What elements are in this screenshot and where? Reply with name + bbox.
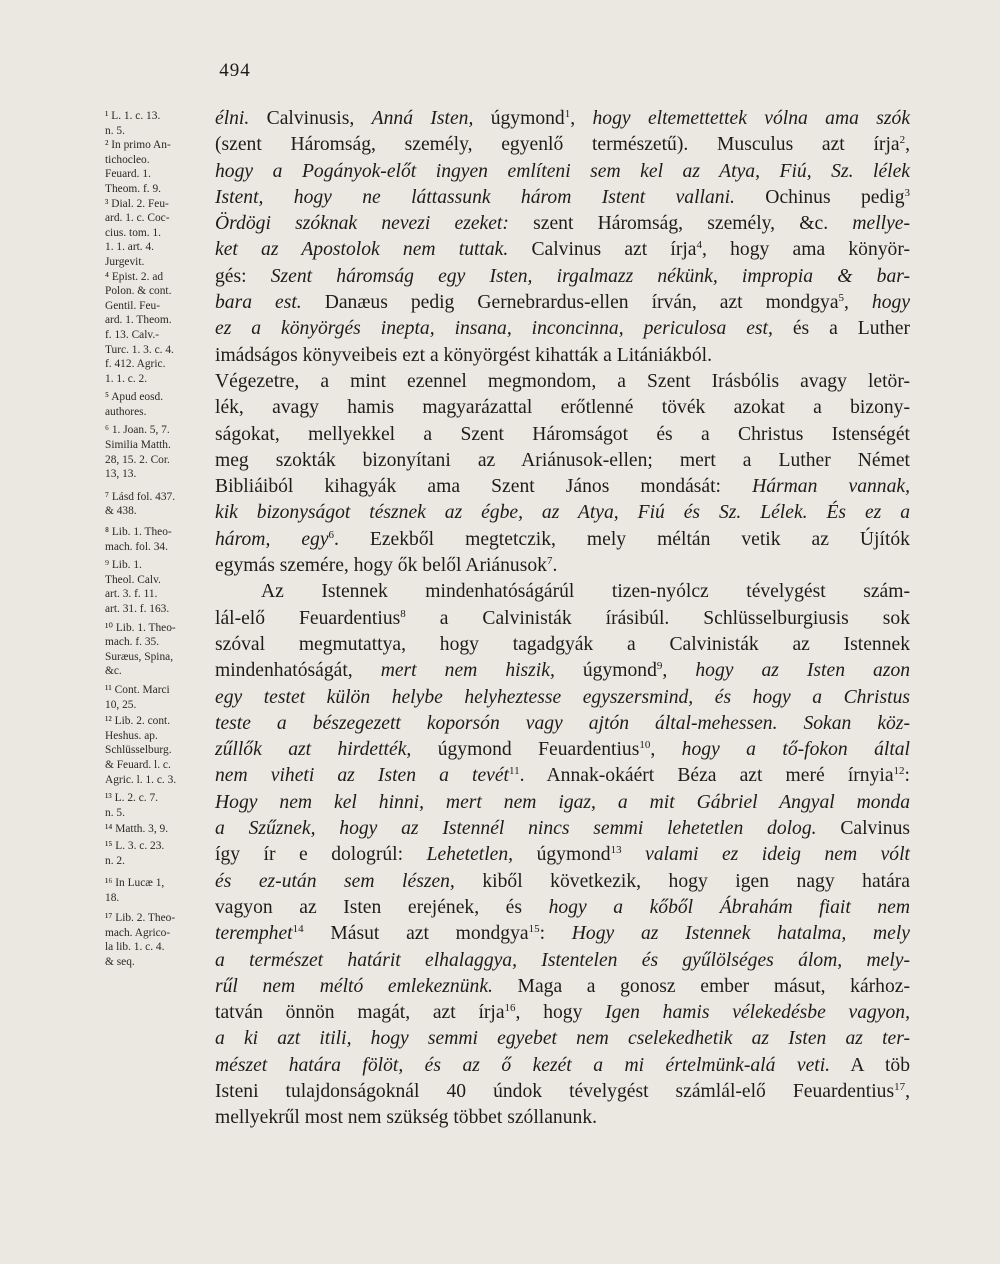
text-line bbox=[215, 895, 910, 921]
margin-note: ¹⁷ Lib. 2. Theo- mach. Agrico- la lib. 1. c. 4. & seq. bbox=[105, 912, 176, 969]
text-run: , bbox=[570, 108, 593, 129]
margin-note: ² In primo An- tichocleo. Feuard. 1. Theom. f. 9. bbox=[105, 139, 171, 195]
italic-text: Hárman vannak, bbox=[752, 476, 910, 498]
text-run: : bbox=[539, 923, 572, 945]
text-run: , hogy ama könyör- bbox=[702, 239, 911, 261]
footnote-marker: 7 bbox=[546, 555, 553, 568]
text-run: Bibliáiból kihagyák ama Szent János mondását: bbox=[215, 476, 753, 498]
text-line bbox=[215, 474, 910, 500]
text-run: mindenhatóságát, bbox=[215, 660, 381, 682]
text-line bbox=[215, 1000, 910, 1026]
text-run: és a Luther bbox=[772, 318, 910, 340]
italic-text: teste a bészegezett koporsón vagy ajtón által-mehessen. Sokan köz- bbox=[215, 712, 910, 734]
text-line bbox=[215, 737, 910, 763]
text-run: Calvinus bbox=[816, 818, 910, 840]
margin-note: ⁵ Apud eosd. authores. bbox=[105, 391, 164, 418]
text-run: Végezetre, a mint ezennel megmondom, a Szent Irásbólis avagy letör- bbox=[215, 370, 910, 392]
text-run: kiből következik, hogy igen nagy határa bbox=[454, 870, 910, 892]
text-run: lál-elő Feuardentius bbox=[215, 607, 401, 629]
text-run: , bbox=[905, 1080, 910, 1102]
italic-text: zűllők azt hirdették, bbox=[215, 739, 412, 761]
text-run: , bbox=[662, 660, 696, 682]
text-run: gés: bbox=[215, 265, 271, 287]
text-line bbox=[215, 159, 910, 185]
italic-text: mert nem hiszik, bbox=[380, 660, 555, 682]
text-run: ságokat, mellyekkel a Szent Háromságot és a Christus Istenségét bbox=[215, 423, 910, 445]
text-run: úgymond bbox=[513, 844, 611, 866]
text-run: (szent Háromság, személy, egyenlő természetű). Musculus azt írja bbox=[215, 134, 900, 156]
text-run: Calvinusis, bbox=[249, 108, 372, 129]
footnote-marker: 2 bbox=[899, 134, 906, 147]
text-run: lék, avagy hamis magyarázattal erőtlenné tövék azokat a bizony- bbox=[215, 397, 910, 419]
text-run: , bbox=[844, 292, 872, 314]
text-run: Isteni tulajdonságoknál 40 úndok tévelygést számlál-elő Feuardentius bbox=[215, 1080, 895, 1102]
footnote-marker: 10 bbox=[639, 739, 651, 752]
text-line bbox=[215, 632, 910, 658]
italic-text: a ki azt itili, hogy semmi egyebet nem cselekedhetik az Isten az ter- bbox=[215, 1028, 910, 1050]
italic-text: mellye- bbox=[852, 213, 910, 235]
text-line bbox=[215, 842, 910, 868]
italic-text: hogy eltemettettek vólna ama szók bbox=[592, 108, 911, 129]
italic-text: a természet határit elhalaggya, Istentelen és gyűlölséges álom, mely- bbox=[215, 949, 910, 971]
text-run: imádságos könyveibeis ezt a könyörgést kihatták a Litániákból. bbox=[215, 344, 712, 366]
text-line bbox=[215, 211, 910, 237]
footnote-marker: 14 bbox=[292, 923, 304, 936]
text-line bbox=[215, 264, 910, 290]
margin-note: ¹³ L. 2. c. 7. n. 5. bbox=[105, 792, 159, 819]
text-run: Calvinus azt írja bbox=[508, 239, 697, 261]
footnote-marker: 4 bbox=[696, 239, 703, 252]
footnote-marker: 1 bbox=[564, 108, 571, 120]
italic-text: valami ez ideig nem vólt bbox=[645, 844, 910, 866]
main-text bbox=[215, 106, 910, 1132]
footnote-marker: 8 bbox=[400, 607, 406, 620]
italic-text: kik bizonyságot tésznek az égbe, az Atya, Fiú és Sz. Lélek. És ez a bbox=[215, 502, 910, 524]
italic-text: bara est. bbox=[215, 292, 302, 314]
text-line bbox=[215, 658, 910, 684]
margin-note: ¹¹ Cont. Marci 10, 25. bbox=[105, 683, 170, 711]
italic-text: Igen hamis vélekedésbe vagyon, bbox=[605, 1002, 910, 1024]
text-line bbox=[215, 290, 910, 316]
italic-text: rűl nem méltó emlekeznünk. bbox=[215, 975, 493, 997]
margin-note: ⁹ Lib. 1. Theol. Calv. art. 3. f. 11. art. 31. f. 163. bbox=[105, 559, 170, 615]
text-run: , bbox=[650, 739, 682, 761]
footnote-marker: 12 bbox=[893, 765, 905, 778]
italic-text: hogy a tő-fokon által bbox=[681, 739, 911, 761]
text-run bbox=[622, 844, 646, 865]
margin-note: ³ Dial. 2. Feu- ard. 1. c. Coc- cius. tom. 1. 1. 1. art. 4. Jurgevit. bbox=[105, 197, 170, 268]
footnote-marker: 13 bbox=[610, 844, 622, 857]
text-line bbox=[215, 527, 910, 553]
text-run: Ochinus pedig bbox=[734, 186, 905, 208]
italic-text: Ördögi szóknak nevezi ezeket: bbox=[215, 213, 509, 235]
margin-note: ¹² Lib. 2. cont. Heshus. ap. Schlüsselburg. & Feuard. l. c. Agric. l. 1. c. 3. bbox=[105, 715, 177, 786]
text-run: . Ezekből megtetczik, mely méltán vetik az Újítók bbox=[334, 528, 910, 550]
text-run: : bbox=[904, 765, 910, 787]
text-line bbox=[215, 1079, 910, 1105]
footnote-marker: 6 bbox=[328, 528, 335, 541]
text-line bbox=[215, 369, 910, 395]
italic-text: élni. bbox=[215, 108, 250, 129]
text-run: Az Istennek mindenhatóságárúl tizen-nyólcz tévelygést szám- bbox=[261, 581, 910, 603]
margin-note: ⁸ Lib. 1. Theo- mach. fol. 34. bbox=[105, 526, 172, 553]
text-line bbox=[215, 343, 910, 369]
text-run: így ír e dologrúl: bbox=[215, 844, 427, 866]
text-run: Másut azt mondgya bbox=[303, 923, 529, 945]
text-line bbox=[215, 185, 910, 211]
italic-text: mészet határa fölöt, és az ő kezét a mi értelmünk-alá veti. bbox=[215, 1054, 831, 1076]
text-line bbox=[215, 869, 910, 895]
italic-text: ez a könyörgés inepta, insana, inconcinna, periculosa est, bbox=[215, 318, 773, 340]
text-run: szóval megmutattya, hogy tagadgyák a Calvinisták az Istennek bbox=[215, 633, 910, 655]
italic-text: hogy a kőből Ábrahám fiait nem bbox=[548, 896, 910, 918]
text-run: . Annak-okáért Béza azt meré írnyia bbox=[519, 765, 894, 787]
italic-text: hogy az Isten azon bbox=[695, 660, 911, 682]
text-line bbox=[215, 316, 910, 342]
text-run: a Calvinisták írásibúl. Schlüsselburgiusis sok bbox=[405, 607, 910, 629]
footnote-marker: 3 bbox=[904, 186, 910, 199]
text-run: vagyon az Isten erejének, és bbox=[215, 896, 549, 918]
text-line bbox=[215, 974, 910, 1000]
margin-note: ¹⁶ In Lucæ 1, 18. bbox=[105, 877, 165, 904]
footnote-marker: 11 bbox=[509, 765, 520, 778]
margin-note: ¹⁰ Lib. 1. Theo- mach. f. 35. Suræus, Spina, &c. bbox=[105, 621, 176, 678]
margin-note: ⁴ Epist. 2. ad Polon. & cont. Gentil. Feu- ard. 1. Theom. f. 13. Calv.- Turc. 1. 3. c. 4. f. 412. Agric. 1. 1. c. 2. bbox=[105, 270, 174, 385]
text-line bbox=[215, 106, 910, 132]
text-line bbox=[215, 816, 910, 842]
italic-text: Hogy nem kel hinni, mert nem igaz, a mit Gábriel Angyal monda bbox=[215, 791, 910, 813]
text-run: tatván önnön magát, azt írja bbox=[215, 1002, 505, 1024]
text-line bbox=[215, 422, 910, 448]
text-line bbox=[215, 132, 910, 158]
margin-notes bbox=[105, 109, 211, 970]
text-line bbox=[215, 1053, 910, 1079]
text-line bbox=[215, 763, 910, 789]
italic-text: Hogy az Istennek hatalma, mely bbox=[571, 923, 910, 945]
footnote-marker: 5 bbox=[838, 292, 845, 305]
text-line bbox=[215, 790, 910, 816]
italic-text: egy testet külön helybe helyheztesse egyszersmind, és hogy a Christus bbox=[215, 686, 910, 708]
text-line bbox=[215, 579, 910, 605]
italic-text: ket az Apostolok nem tuttak. bbox=[215, 239, 509, 261]
text-run: , bbox=[905, 134, 910, 156]
footnote-marker: 9 bbox=[656, 660, 663, 673]
text-run: úgymond bbox=[554, 660, 657, 682]
text-run: A töb bbox=[830, 1054, 910, 1076]
text-line bbox=[215, 395, 910, 421]
text-line bbox=[215, 1026, 910, 1052]
margin-note: ⁷ Lásd fol. 437. & 438. bbox=[105, 490, 176, 518]
text-run: úgymond bbox=[473, 108, 565, 129]
margin-note: ⁶ 1. Joan. 5, 7. Similia Matth. 28, 15. 2. Cor. 13, 13. bbox=[105, 424, 171, 481]
italic-text: Anná Isten, bbox=[371, 108, 474, 129]
italic-text: teremphet bbox=[215, 923, 293, 945]
text-run: Danæus pedig Gernebrardus-ellen írván, azt mondgya bbox=[301, 292, 839, 314]
text-run: , hogy bbox=[515, 1002, 606, 1024]
italic-text: hogy a Pogányok-előt ingyen említeni sem kel az Atya, Fiú, Sz. lélek bbox=[215, 160, 910, 182]
italic-text: hogy bbox=[871, 292, 911, 314]
text-line bbox=[215, 948, 910, 974]
footnote-marker: 15 bbox=[528, 923, 540, 936]
text-line bbox=[215, 500, 910, 526]
text-line bbox=[215, 685, 910, 711]
margin-note: ¹⁴ Matth. 3, 9. bbox=[105, 823, 169, 836]
text-run: szent Háromság, személy, &c. bbox=[508, 213, 853, 235]
page-number: 494 bbox=[219, 60, 251, 81]
text-line bbox=[215, 921, 910, 947]
text-run: egymás szemére, hogy ők belől Ariánusok bbox=[215, 555, 547, 577]
text-line bbox=[215, 237, 910, 263]
text-line bbox=[215, 606, 910, 632]
text-run: úgymond Feuardentius bbox=[411, 739, 640, 761]
italic-text: Istent, hogy ne láttassunk három Istent vallani. bbox=[215, 186, 735, 208]
text-run: Maga a gonosz ember másut, kárhoz- bbox=[492, 975, 910, 997]
italic-text: Szent háromság egy Isten, irgalmazz nékünk, impropia & bar- bbox=[270, 265, 910, 287]
text-line bbox=[215, 553, 910, 579]
text-run: mellyekrűl most nem szükség többet szóllanunk. bbox=[215, 1107, 598, 1129]
italic-text: nem viheti az Isten a tevét bbox=[215, 765, 509, 787]
footnote-marker: 17 bbox=[894, 1080, 906, 1093]
italic-text: Lehetetlen, bbox=[426, 844, 514, 866]
margin-note: ¹⁵ L. 3. c. 23. n. 2. bbox=[105, 839, 165, 867]
italic-text: és ez-után sem lészen, bbox=[215, 870, 455, 892]
text-run: meg szokták bizonyítani az Ariánusok-ellen; mert a Luther Német bbox=[215, 449, 910, 471]
italic-text: a Szűznek, hogy az Istennél nincs semmi lehetetlen dolog. bbox=[215, 818, 817, 840]
text-line bbox=[215, 448, 910, 474]
text-line bbox=[215, 1105, 910, 1131]
italic-text: három, egy bbox=[215, 528, 329, 550]
text-line bbox=[215, 711, 910, 737]
text-run: . bbox=[552, 555, 558, 577]
footnote-marker: 16 bbox=[504, 1002, 516, 1015]
margin-note: ¹ L. 1. c. 13. n. 5. bbox=[105, 110, 161, 137]
